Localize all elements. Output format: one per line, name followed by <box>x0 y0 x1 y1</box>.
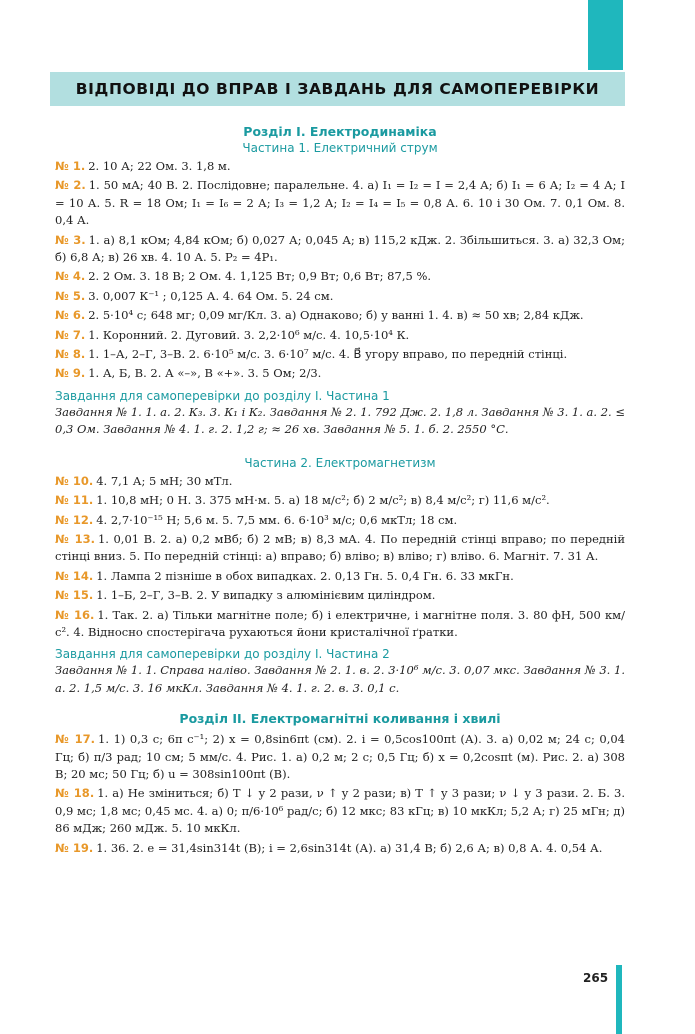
self-test-answers: Завдання № 1. 1. а. 2. К₃. 3. К₁ і К₂. Завдання № 2. 1. 792 Дж. 2. 1,8 л. Завдання № 3. 1. а. 2. ≤ 0,3 Ом. Завдання № 4. 1. г. 2. 1,2 г; ≈ 26 хв. Завдання № 5. 1. б. 2. 2550 °С. <box>55 404 625 437</box>
answer-item <box>55 158 625 175</box>
exercise-number: № 17. <box>55 732 96 747</box>
answer-item <box>55 232 625 267</box>
exercise-number: № 11. <box>55 493 94 508</box>
self-test-title: Завдання для самоперевірки до розділу I. Частина 2 <box>55 647 390 662</box>
exercise-number: № 13. <box>55 531 95 546</box>
top-accent-bar <box>588 0 623 70</box>
answer-item <box>55 512 625 529</box>
answer-text: 1. 1–Б, 2–Г, 3–В. 2. У випадку з алюмінієвим циліндром. <box>96 588 436 603</box>
answer-text: 1. 0,01 В. 2. а) 0,2 мВб; б) 2 мВ; в) 8,3 мА. 4. По передній стінці вправо; по передній стінці вниз. 5. По передній стінці: а) вправо; б) вліво; в) вліво; г) вліво. 6. Магніт. 7. 31 А. <box>55 531 626 564</box>
answer-text: 1. 1) 0,3 с; 6π с⁻¹; 2) x = 0,8sin6πt (см). 2. i = 0,5cos100πt (А). 3. а) 0,02 м; 24 с; 0,04 Гц; б) π/3 рад; 10 см; 5 мм/с. 4. Рис. 1. а) 0,2 м; 2 с; 0,5 Гц; б) x = 0,2cosπt (м). Рис. 2. а) 308 В; 20 мс; 50 Гц; б) u = 308sin100πt (В). <box>55 732 625 781</box>
exercise-number: № 14. <box>55 568 94 583</box>
exercise-number: № 3. <box>55 232 86 247</box>
answer-item <box>55 327 625 344</box>
section-title: Розділ II. Електромагнітні коливання і хвилі <box>179 711 501 727</box>
answers-content <box>55 124 625 859</box>
section-title: Розділ I. Електродинаміка <box>243 124 437 139</box>
exercise-number: № 15. <box>55 588 94 603</box>
exercise-number: № 9. <box>55 366 86 381</box>
exercise-number: № 6. <box>55 308 86 323</box>
exercise-number: № 7. <box>55 327 86 342</box>
answer-text: 1. 1–А, 2–Г, 3–В. 2. 6·10⁵ м/с. 3. 6·10⁷ м/с. 4. B⃗ угору вправо, по передній стінці. <box>88 347 568 362</box>
answer-text: 1. 36. 2. e = 31,4sin314t (В); i = 2,6sin314t (А). а) 31,4 В; б) 2,6 А; в) 0,8 А. 4. 0,54 А. <box>96 840 603 855</box>
answer-text: 4. 2,7·10⁻¹⁵ Н; 5,6 м. 5. 7,5 мм. 6. 6·10³ м/с; 0,6 мкТл; 18 см. <box>96 512 458 527</box>
answer-text: 2. 2 Ом. 3. 18 В; 2 Ом. 4. 1,125 Вт; 0,9 Вт; 0,6 Вт; 87,5 %. <box>88 269 432 284</box>
exercise-number: № 2. <box>55 178 86 193</box>
page-number: 265 <box>583 971 609 985</box>
answer-item <box>55 531 625 566</box>
answer-text: 1. Лампа 2 пізніше в обох випадках. 2. 0,13 Гн. 5. 0,4 Гн. 6. 33 мкГн. <box>96 568 514 583</box>
exercise-number: № 19. <box>55 840 94 855</box>
answer-text: 2. 10 А; 22 Ом. 3. 1,8 м. <box>88 159 231 173</box>
exercise-number: № 16. <box>55 607 95 622</box>
exercise-number: № 8. <box>55 347 86 362</box>
page-header: ВІДПОВІДІ ДО ВПРАВ І ЗАВДАНЬ ДЛЯ САМОПЕРЕВІРКИ <box>50 72 625 106</box>
exercise-number: № 1. <box>55 159 86 173</box>
answer-text: 3. 0,007 К⁻¹ ; 0,125 А. 4. 64 Ом. 5. 24 см. <box>88 288 334 303</box>
self-test-title: Завдання для самоперевірки до розділу I. Частина 1 <box>55 388 390 403</box>
answer-text: 1. а) Не зміниться; б) T ↓ у 2 рази, ν ↑ у 2 рази; в) T ↑ у 3 рази; ν ↓ у 3 рази. 2. Б. 3. 0,9 мс; 1,8 мс; 0,45 мс. 4. а) 0; π/6·10⁶ рад/с; б) 12 мкс; 83 кГц; в) 10 мкКл; 5,2 А; г) 25 мГн; д) 86 мДж; 260 мДж. 5. 10 мкКл. <box>55 786 625 836</box>
answer-text: 1. Так. 2. а) Тільки магнітне поле; б) і електричне, і магнітне поля. 3. 80 фН, 500 км/с². 4. Відносно спостерігача рухаються йони кристалічної ґратки. <box>55 607 625 639</box>
part-title: Частина 1. Електричний струм <box>242 141 438 155</box>
answer-item <box>55 607 625 642</box>
answer-item <box>55 307 625 324</box>
answer-text: 2. 5·10⁴ с; 648 мг; 0,09 мг/Кл. 3. а) Однаково; б) у ванні 1. 4. в) ≈ 50 хв; 2,84 кДж. <box>88 308 584 323</box>
exercise-number: № 4. <box>55 269 86 284</box>
part-title: Частина 2. Електромагнетизм <box>244 455 436 470</box>
answer-text: 1. Коронний. 2. Дуговий. 3. 2,2·10⁶ м/с. 4. 10,5·10⁴ К. <box>88 327 410 342</box>
answer-item <box>55 365 625 382</box>
exercise-number: № 18. <box>55 786 95 801</box>
answer-text: 1. а) 8,1 кОм; 4,84 кОм; б) 0,027 А; 0,045 А; в) 115,2 кДж. 2. Збільшиться. 3. а) 32,3 Ом; б) 6,8 А; в) 26 хв. 4. 10 А. 5. P₂ = 4P₁. <box>55 232 625 265</box>
answer-item <box>55 731 625 783</box>
answer-item <box>55 268 625 285</box>
self-test-answers: Завдання № 1. 1. Справа наліво. Завдання № 2. 1. в. 2. 3·10⁶ м/с. 3. 0,07 мкс. Завдання № 3. 1. а. 2. 1,5 м/с. 3. 16 мкКл. Завдання № 4. 1. г. 2. в. 3. 0,1 с. <box>55 663 625 695</box>
page-accent-bar <box>616 965 622 1034</box>
answer-item <box>55 177 625 229</box>
answer-item <box>55 473 625 490</box>
answer-text: 1. 50 мА; 40 В. 2. Послідовне; паралельне. 4. а) I₁ = I₂ = I = 2,4 А; б) I₁ = 6 А; I₂ = 4 А; I = 10 А. 5. R = 18 Ом; I₁ = I₆ = 2 А; I₃ = 1,2 А; I₂ = I₄ = I₅ = 0,8 А. 6. 10 і 30 Ом. 7. 0,1 Ом. 8. 0,4 А. <box>55 178 626 228</box>
answer-item <box>55 587 625 604</box>
answer-item <box>55 288 625 305</box>
answer-text: 1. А, Б, В. 2. А «–», В «+». 3. 5 Ом; 2/3. <box>88 366 322 381</box>
answer-item <box>55 840 625 857</box>
answer-item <box>55 785 625 837</box>
answer-item <box>55 492 625 509</box>
answer-text: 4. 7,1 А; 5 мН; 30 мТл. <box>96 473 233 488</box>
answer-text: 1. 10,8 мН; 0 Н. 3. 375 мН·м. 5. а) 18 м/с²; б) 2 м/с²; в) 8,4 м/с²; г) 11,6 м/с². <box>96 493 550 508</box>
exercise-number: № 10. <box>55 473 94 488</box>
answer-item <box>55 568 625 585</box>
exercise-number: № 5. <box>55 288 86 303</box>
answer-item <box>55 346 625 363</box>
exercise-number: № 12. <box>55 512 94 527</box>
